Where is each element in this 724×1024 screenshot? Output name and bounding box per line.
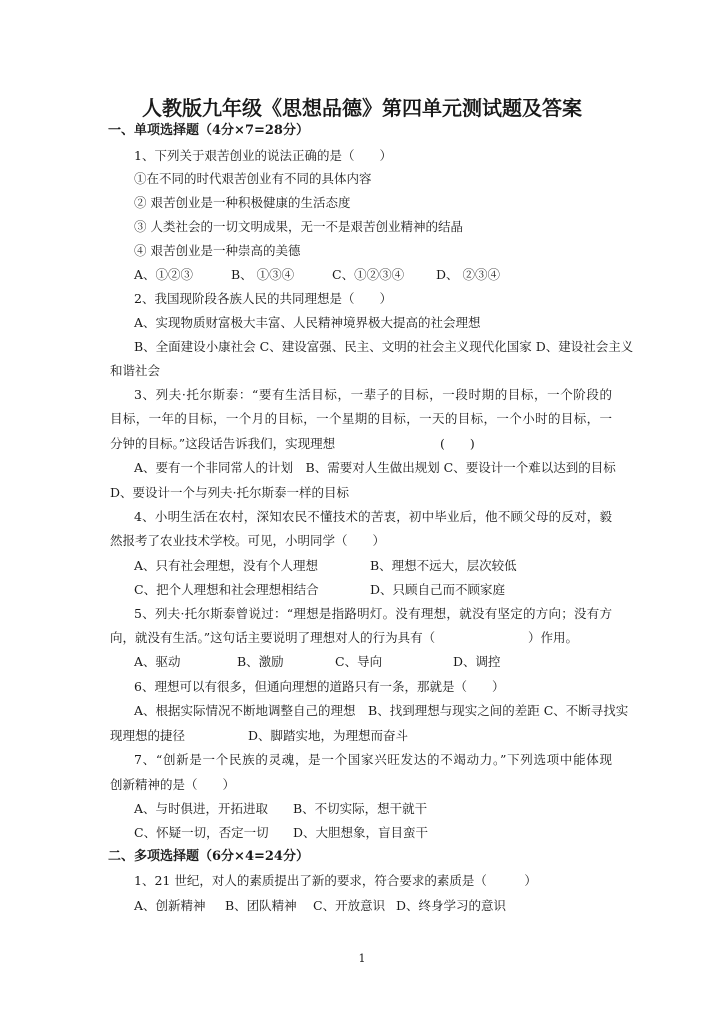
option-line: A、要有一个非同常人的计划 B、需要对人生做出规划 C、要设计一个难以达到的目标: [134, 460, 616, 475]
option: A、①②③: [134, 267, 194, 282]
statement: ② 艰苦创业是一种积极健康的生活态度: [134, 195, 351, 210]
question-stem: 7、“创新是一个民族的灵魂，是一个国家兴旺发达的不竭动力。”下列选项中能体现: [134, 752, 612, 767]
question-stem: 1、下列关于艰苦创业的说法正确的是（ ）: [134, 148, 392, 163]
statement: ①在不同的时代艰苦创业有不同的具体内容: [134, 171, 372, 186]
question-stem: 3、列夫·托尔斯泰：“要有生活目标，一辈子的目标，一段时期的目标，一个阶段的: [134, 387, 612, 402]
option: A、实现物质财富极大丰富、人民精神境界极大提高的社会理想: [134, 315, 481, 330]
option: B、团队精神: [225, 898, 297, 913]
section-heading: 一、单项选择题（4分×7=28分）: [108, 123, 309, 138]
option: A、与时俱进，开拓进取: [134, 801, 269, 816]
section-heading: 二、多项选择题（6分×4=24分）: [108, 849, 309, 864]
option: D、大胆想象，盲目蛮干: [293, 825, 429, 840]
question-stem: 创新精神的是（ ）: [110, 777, 236, 792]
option: C、导向: [335, 654, 383, 669]
option: A、只有社会理想，没有个人理想: [134, 558, 319, 573]
option: D、只顾自己而不顾家庭: [370, 582, 506, 597]
option: A、驱动: [134, 654, 181, 669]
option: B、理想不远大，层次较低: [370, 558, 517, 573]
option: B、激励: [237, 654, 284, 669]
option: C、①②③④: [332, 267, 405, 282]
option: B、 ①③④: [231, 267, 295, 282]
option: C、开放意识: [313, 898, 386, 913]
question-stem: 目标，一年的目标，一个月的目标，一个星期的目标，一天的目标，一个小时的目标，一: [110, 411, 612, 426]
option: D、 ②③④: [436, 267, 500, 282]
option: D、脚踏实地，为理想而奋斗: [248, 728, 409, 743]
option-line: A、根据实际情况不断地调整自己的理想 B、找到理想与现实之间的差距 C、不断寻找实: [134, 703, 629, 718]
question-stem: ）作用。: [528, 630, 579, 645]
option: D、调控: [453, 654, 501, 669]
question-stem: 向，就没有生活。”这句话主要说明了理想对人的行为具有（: [110, 630, 436, 645]
statement: ④ 艰苦创业是一种崇高的美德: [134, 243, 301, 258]
option: D、要设计一个与列夫·托尔斯泰一样的目标: [110, 485, 349, 500]
option-line: 和谐社会: [110, 363, 161, 378]
option: C、怀疑一切，否定一切: [134, 825, 269, 840]
statement: ③ 人类社会的一切文明成果，无一不是艰苦创业精神的结晶: [134, 219, 463, 234]
question-stem: 6、理想可以有很多，但通向理想的道路只有一条，那就是（ ）: [134, 679, 505, 694]
option: D、终身学习的意识: [396, 898, 507, 913]
option-line: B、全面建设小康社会 C、建设富强、民主、文明的社会主义现代化国家 D、建设社会主义: [134, 339, 634, 354]
document-title: 人教版九年级《思想品德》第四单元测试题及答案: [142, 96, 582, 120]
option: C、把个人理想和社会理想相结合: [134, 582, 319, 597]
option: A、创新精神: [134, 898, 206, 913]
question-stem: 4、小明生活在农村，深知农民不懂技术的苦衷，初中毕业后，他不顾父母的反对，毅: [134, 509, 612, 524]
option: B、不切实际，想干就干: [293, 801, 428, 816]
question-stem: 然报考了农业技术学校。可见，小明同学（ ）: [110, 533, 386, 548]
question-stem: 2、我国现阶段各族人民的共同理想是（ ）: [134, 291, 392, 306]
option-line: 现理想的捷径: [110, 728, 186, 743]
question-stem: 1、21 世纪，对人的素质提出了新的要求，符合要求的素质是（ ）: [134, 873, 537, 888]
question-stem: 5、列夫·托尔斯泰曾说过：“理想是指路明灯。没有理想，就没有坚定的方向；没有方: [134, 606, 612, 621]
page-number: 1: [358, 952, 366, 965]
answer-blank: ( ): [440, 436, 475, 451]
question-stem: 分钟的目标。”这段话告诉我们，实现理想: [110, 436, 336, 451]
